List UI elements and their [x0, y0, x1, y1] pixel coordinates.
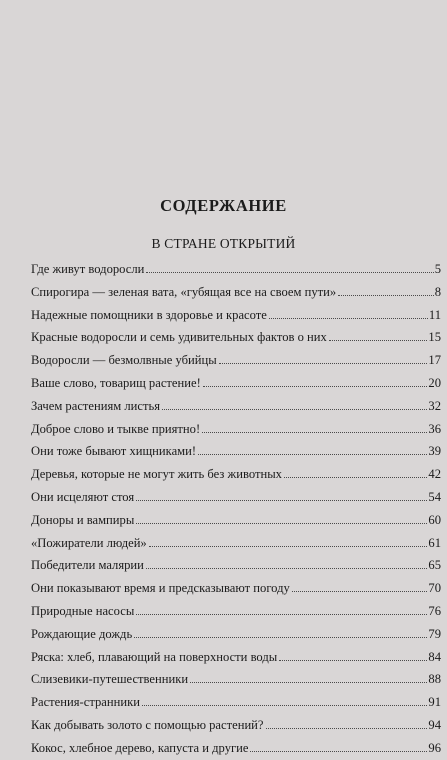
toc-entry-title: «Пожиратели людей»	[31, 535, 147, 550]
toc-entry-page-number: 91	[428, 695, 441, 710]
dot-leader	[292, 590, 428, 592]
toc-entry-title: Растения-странники	[31, 695, 140, 710]
toc-entry-title: Спирогира — зеленая вата, «губящая все на своем пути»	[31, 284, 337, 299]
toc-entry-page-number: 94	[428, 717, 441, 732]
toc-entry	[31, 486, 441, 509]
toc-entry-page-number: 39	[428, 444, 441, 459]
toc-entry-title: Ряска: хлеб, плавающий на поверхности воды	[31, 649, 278, 664]
toc-entry	[31, 349, 441, 372]
dot-leader	[279, 659, 427, 661]
toc-entry-page-number: 65	[428, 558, 441, 573]
dot-leader	[250, 750, 427, 752]
toc-entry	[31, 691, 441, 714]
toc-entry	[31, 623, 441, 646]
toc-entry	[31, 258, 441, 281]
toc-entry-title: Как добывать золото с помощью растений?	[31, 717, 264, 732]
toc-entry	[31, 463, 441, 486]
toc-entry	[31, 646, 441, 669]
toc-entry-page-number: 36	[428, 421, 441, 436]
toc-entry	[31, 600, 441, 623]
toc-entry-page-number: 84	[428, 649, 441, 664]
toc-entry-title: Природные насосы	[31, 603, 135, 618]
dot-leader	[142, 704, 427, 706]
toc-entry-page-number: 17	[428, 353, 441, 368]
toc-entry-title: Рождающие дождь	[31, 626, 133, 641]
dot-leader	[266, 727, 428, 729]
toc-entry	[31, 668, 441, 691]
toc-entry-page-number: 15	[428, 330, 441, 345]
dot-leader	[149, 545, 428, 547]
toc-entry-title: Они тоже бывают хищниками!	[31, 444, 197, 459]
toc-entry-page-number: 70	[428, 581, 441, 596]
toc-entry	[31, 714, 441, 737]
toc-entry-page-number: 11	[428, 307, 441, 322]
dot-leader	[198, 453, 427, 455]
toc-entry-page-number: 42	[428, 467, 441, 482]
toc-entry	[31, 372, 441, 395]
toc-entry	[31, 326, 441, 349]
toc-entry-page-number: 54	[428, 489, 441, 504]
dot-leader	[190, 681, 427, 683]
dot-leader	[284, 476, 427, 478]
dot-leader	[146, 271, 433, 273]
dot-leader	[202, 431, 427, 433]
toc-entry	[31, 395, 441, 418]
section-heading: В СТРАНЕ ОТКРЫТИЙ	[151, 236, 296, 251]
dot-leader	[136, 613, 427, 615]
toc-entry	[31, 737, 441, 760]
toc-entry	[31, 440, 441, 463]
toc-entry	[31, 554, 441, 577]
toc-entry-page-number: 96	[428, 740, 441, 755]
dot-leader	[136, 499, 427, 501]
toc-entry-title: Слизевики-путешественники	[31, 672, 189, 687]
dot-leader	[329, 339, 428, 341]
toc-entry-title: Они исцеляют стоя	[31, 489, 135, 504]
dot-leader	[338, 294, 434, 296]
dot-leader	[162, 408, 427, 410]
dot-leader	[203, 385, 428, 387]
toc-entry-page-number: 5	[434, 262, 441, 276]
toc-entry-title: Где живут водоросли	[31, 262, 145, 276]
toc-entry-title: Зачем растениям листья	[31, 398, 161, 413]
toc-entry-title: Надежные помощники в здоровье и красоте	[31, 307, 267, 322]
toc-entry-page-number: 32	[428, 398, 441, 413]
toc-entry-title: Они показывают время и предсказывают погоду	[31, 581, 290, 596]
toc-entry-page-number: 20	[428, 375, 441, 390]
toc-entry-page-number: 8	[434, 284, 441, 299]
toc-entry-page-number: 76	[428, 603, 441, 618]
toc-entry-title: Победители малярии	[31, 558, 144, 573]
toc-entry	[31, 509, 441, 532]
toc-entry-title: Ваше слово, товарищ растение!	[31, 375, 201, 390]
toc-entry-title: Красные водоросли и семь удивительных фактов о них	[31, 330, 327, 345]
toc-entry-title: Доноры и вампиры	[31, 512, 135, 527]
toc-entry-page-number: 60	[428, 512, 441, 527]
toc-entry	[31, 281, 441, 304]
toc-entry-page-number: 79	[428, 626, 441, 641]
toc-entry-page-number: 61	[428, 535, 441, 550]
toc-entry-title: Доброе слово и тыкве приятно!	[31, 421, 201, 436]
dot-leader	[269, 317, 428, 319]
dot-leader	[136, 522, 427, 524]
dot-leader	[219, 362, 428, 364]
toc-entry-title: Водоросли — безмолвные убийцы	[31, 353, 217, 368]
dot-leader	[134, 636, 427, 638]
table-of-contents	[31, 258, 441, 760]
toc-entry-page-number: 88	[428, 672, 441, 687]
toc-entry	[31, 532, 441, 555]
toc-entry	[31, 577, 441, 600]
page-title: СОДЕРЖАНИЕ	[160, 196, 287, 215]
toc-entry	[31, 418, 441, 441]
toc-entry-title: Кокос, хлебное дерево, капуста и другие	[31, 740, 249, 755]
dot-leader	[146, 567, 427, 569]
toc-entry	[31, 304, 441, 327]
toc-entry-title: Деревья, которые не могут жить без животных	[31, 467, 282, 482]
